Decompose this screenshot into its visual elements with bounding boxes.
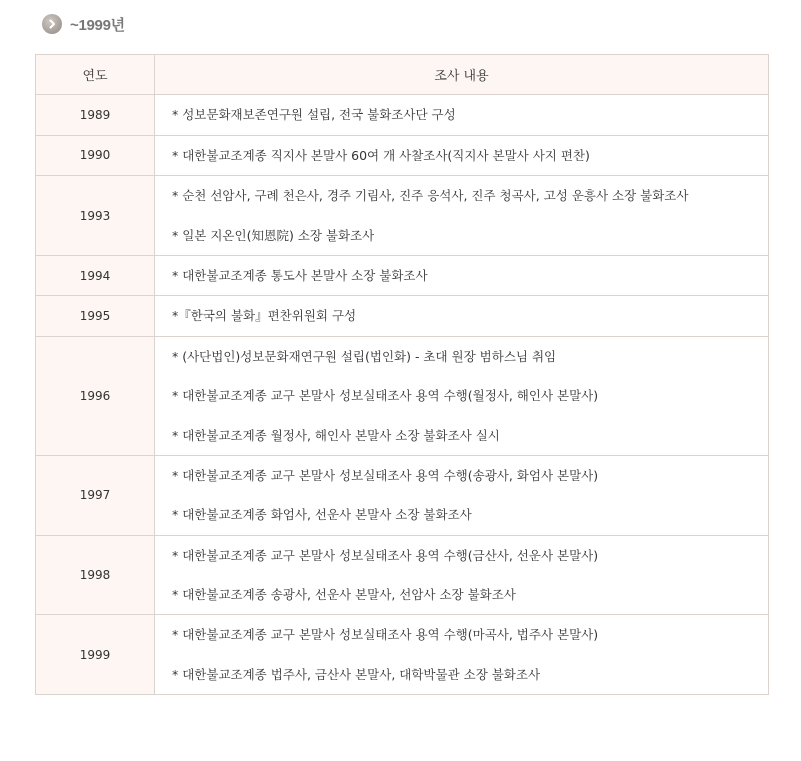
year-cell: 1997 bbox=[36, 455, 155, 535]
table-row bbox=[36, 296, 769, 336]
content-cell bbox=[155, 615, 769, 695]
year-cell: 1999 bbox=[36, 615, 155, 695]
list-item: * 대한불교조계종 교구 본말사 성보실태조사 용역 수행(마곡사, 법주사 본말사) bbox=[172, 627, 599, 643]
list-item: *『한국의 불화』편찬위원회 구성 bbox=[172, 308, 357, 324]
content-cell bbox=[155, 336, 769, 455]
list-item: * 대한불교조계종 교구 본말사 성보실태조사 용역 수행(금산사, 선운사 본말사) bbox=[172, 547, 599, 563]
content-cell bbox=[155, 455, 769, 535]
year-cell: 1989 bbox=[36, 95, 155, 135]
list-item: * 성보문화재보존연구원 설립, 전국 불화조사단 구성 bbox=[172, 107, 456, 123]
content-cell bbox=[155, 255, 769, 295]
content-cell bbox=[155, 135, 769, 175]
table-row bbox=[36, 615, 769, 695]
year-cell: 1993 bbox=[36, 176, 155, 256]
year-cell: 1998 bbox=[36, 535, 155, 615]
table-row bbox=[36, 455, 769, 535]
list-item: * 순천 선암사, 구례 천은사, 경주 기림사, 진주 응석사, 진주 청곡사, 고성 운흥사 소장 불화조사 bbox=[172, 188, 689, 204]
table-header-row bbox=[36, 55, 769, 95]
list-item: * 대한불교조계종 법주사, 금산사 본말사, 대학박물관 소장 불화조사 bbox=[172, 666, 541, 682]
history-table bbox=[35, 54, 769, 695]
list-item: * 대한불교조계종 월정사, 해인사 본말사 소장 불화조사 실시 bbox=[172, 427, 500, 443]
list-item: * 대한불교조계종 송광사, 선운사 본말사, 선암사 소장 불화조사 bbox=[172, 587, 516, 603]
table-row bbox=[36, 535, 769, 615]
header-year: 연도 bbox=[36, 55, 155, 95]
list-item: * 대한불교조계종 화엄사, 선운사 본말사 소장 불화조사 bbox=[172, 507, 472, 523]
table-row bbox=[36, 336, 769, 455]
table-row bbox=[36, 255, 769, 295]
year-cell: 1996 bbox=[36, 336, 155, 455]
content-cell bbox=[155, 95, 769, 135]
content-cell bbox=[155, 535, 769, 615]
content-cell bbox=[155, 176, 769, 256]
list-item: * (사단법인)성보문화재연구원 설립(법인화) - 초대 원장 범하스님 취임 bbox=[172, 348, 557, 364]
table-row bbox=[36, 176, 769, 256]
section-heading bbox=[42, 14, 125, 34]
year-cell: 1995 bbox=[36, 296, 155, 336]
list-item: * 일본 지온인(知恩院) 소장 불화조사 bbox=[172, 227, 375, 243]
list-item: * 대한불교조계종 직지사 본말사 60여 개 사찰조사(직지사 본말사 사지 편찬) bbox=[172, 147, 590, 163]
year-cell: 1990 bbox=[36, 135, 155, 175]
list-item: * 대한불교조계종 교구 본말사 성보실태조사 용역 수행(송광사, 화엄사 본말사) bbox=[172, 467, 599, 483]
list-item: * 대한불교조계종 통도사 본말사 소장 불화조사 bbox=[172, 267, 428, 283]
chevron-right-circle-icon bbox=[42, 14, 62, 34]
table-row bbox=[36, 95, 769, 135]
header-content: 조사 내용 bbox=[155, 55, 769, 95]
table-row bbox=[36, 135, 769, 175]
section-title: ~1999년 bbox=[70, 16, 125, 34]
list-item: * 대한불교조계종 교구 본말사 성보실태조사 용역 수행(월정사, 해인사 본말사) bbox=[172, 388, 599, 404]
year-cell: 1994 bbox=[36, 255, 155, 295]
content-cell bbox=[155, 296, 769, 336]
